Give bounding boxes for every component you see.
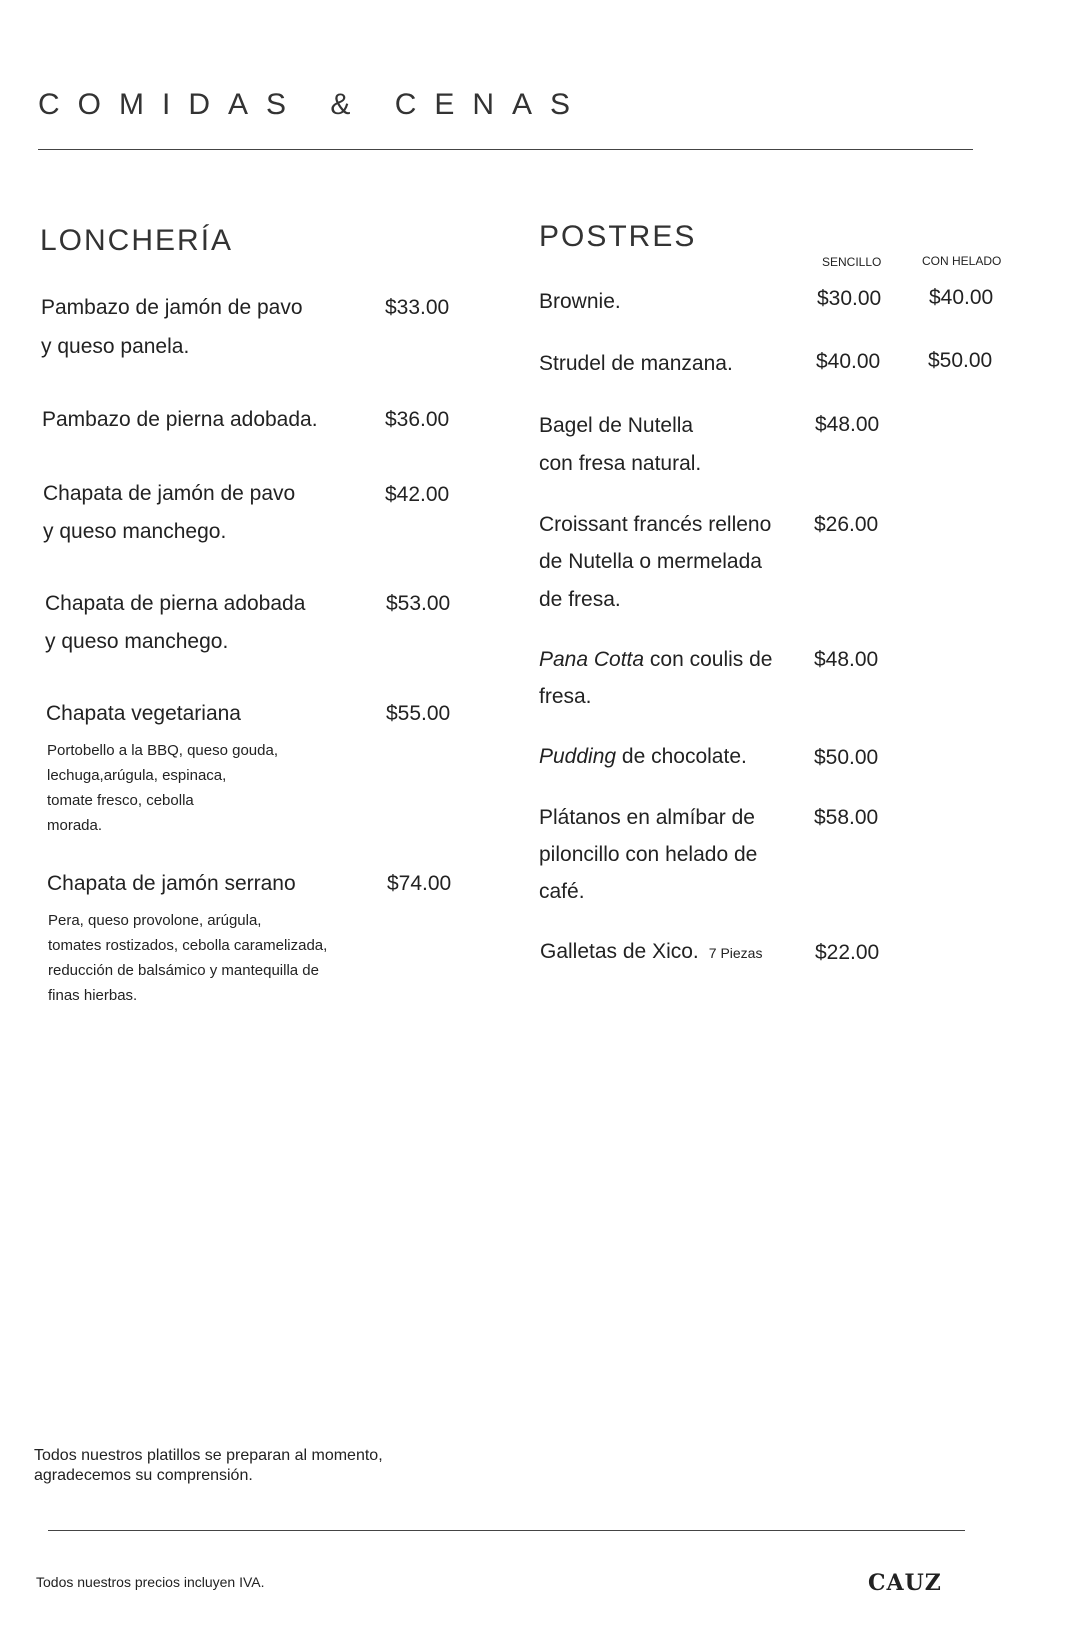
title-divider — [38, 149, 973, 150]
footer-note — [34, 1446, 383, 1486]
lonch-item-desc — [48, 908, 327, 1008]
postre-item-name — [539, 737, 747, 776]
desc-line: lechuga,arúgula, espinaca, — [47, 767, 227, 784]
lonch-item-name: y queso panela. — [41, 335, 190, 358]
footer-note-line: Todos nuestros platillos se preparan al momento, — [34, 1447, 383, 1464]
postre-item-name: café. — [539, 880, 585, 903]
postre-item-name: piloncillo con helado de — [539, 843, 758, 866]
postre-item-price: $30.00 — [817, 287, 882, 310]
desc-line: tomates rostizados, cebolla caramelizada, — [48, 937, 328, 954]
postres-title: POSTRES — [539, 220, 697, 253]
lonch-item-desc — [47, 738, 278, 838]
postre-item-price: $22.00 — [815, 941, 880, 964]
lonch-item-name: y queso manchego. — [43, 520, 227, 543]
postre-item-price-icecream: $50.00 — [928, 349, 993, 372]
brand-logo: CAUZ — [868, 1570, 942, 1596]
postre-item-italic: Pana Cotta — [539, 648, 645, 671]
desc-line: Portobello a la BBQ, queso gouda, — [47, 742, 278, 759]
tax-note: Todos nuestros precios incluyen IVA. — [36, 1574, 265, 1590]
postre-item-price: $26.00 — [814, 513, 879, 536]
desc-line: Pera, queso provolone, arúgula, — [48, 912, 262, 929]
lonch-item-name: Pambazo de pierna adobada. — [42, 408, 318, 431]
lonch-item-name: Chapata de jamón serrano — [47, 872, 296, 895]
postre-item-rest: con coulis de — [644, 648, 773, 671]
postre-item-price: $40.00 — [816, 350, 881, 373]
lonch-item-price: $36.00 — [385, 408, 450, 431]
postre-item-name: de Nutella o mermelada — [539, 550, 762, 573]
lonch-item-price: $33.00 — [385, 296, 450, 319]
postre-item-price: $50.00 — [814, 746, 879, 769]
lonch-item-price: $74.00 — [387, 872, 452, 895]
desc-line: reducción de balsámico y mantequilla de — [48, 962, 319, 979]
postre-item-name: Strudel de manzana. — [539, 352, 733, 375]
lonch-item-price: $42.00 — [385, 483, 450, 506]
lonch-item-name: Chapata de pierna adobada — [45, 592, 306, 615]
footer-note-line: agradecemos su comprensión. — [34, 1467, 253, 1484]
postre-item-price: $48.00 — [815, 413, 880, 436]
desc-line: tomate fresco, cebolla — [47, 792, 194, 809]
desc-line: morada. — [47, 817, 103, 834]
lonch-item-name: Chapata de jamón de pavo — [43, 482, 296, 505]
postre-item-name — [539, 640, 773, 679]
col-head-icecream: CON HELADO — [922, 254, 1002, 268]
postre-item-price-icecream: $40.00 — [929, 286, 994, 309]
postre-item-name: Plátanos en almíbar de — [539, 806, 755, 829]
postre-item-name: Bagel de Nutella — [539, 414, 694, 437]
postre-item-name: fresa. — [539, 685, 592, 708]
lonch-item-name: y queso manchego. — [45, 630, 229, 653]
desc-line: finas hierbas. — [48, 987, 138, 1004]
col-head-single: SENCILLO — [822, 255, 882, 269]
page-title: COMIDAS & CENAS — [38, 88, 589, 121]
postre-item-name — [540, 932, 762, 973]
lonch-item-name: Chapata vegetariana — [46, 702, 241, 725]
footer-divider — [48, 1530, 965, 1531]
postre-item-name: Brownie. — [539, 290, 621, 313]
postre-item-price: $48.00 — [814, 648, 879, 671]
lonch-item-price: $55.00 — [386, 702, 451, 725]
postre-item-text: Galletas de Xico. — [540, 940, 699, 963]
postre-item-name: de fresa. — [539, 588, 621, 611]
postre-item-name: Croissant francés relleno — [539, 513, 772, 536]
postre-item-italic: Pudding — [539, 745, 617, 768]
postre-item-qty: 7 Piezas — [708, 945, 763, 961]
postre-item-rest: de chocolate. — [616, 745, 747, 768]
postre-item-price: $58.00 — [814, 806, 879, 829]
lonch-item-price: $53.00 — [386, 592, 451, 615]
postre-item-name: con fresa natural. — [539, 452, 702, 475]
lonch-item-name: Pambazo de jamón de pavo — [41, 296, 303, 319]
lonch-title: LONCHERÍA — [40, 224, 234, 257]
